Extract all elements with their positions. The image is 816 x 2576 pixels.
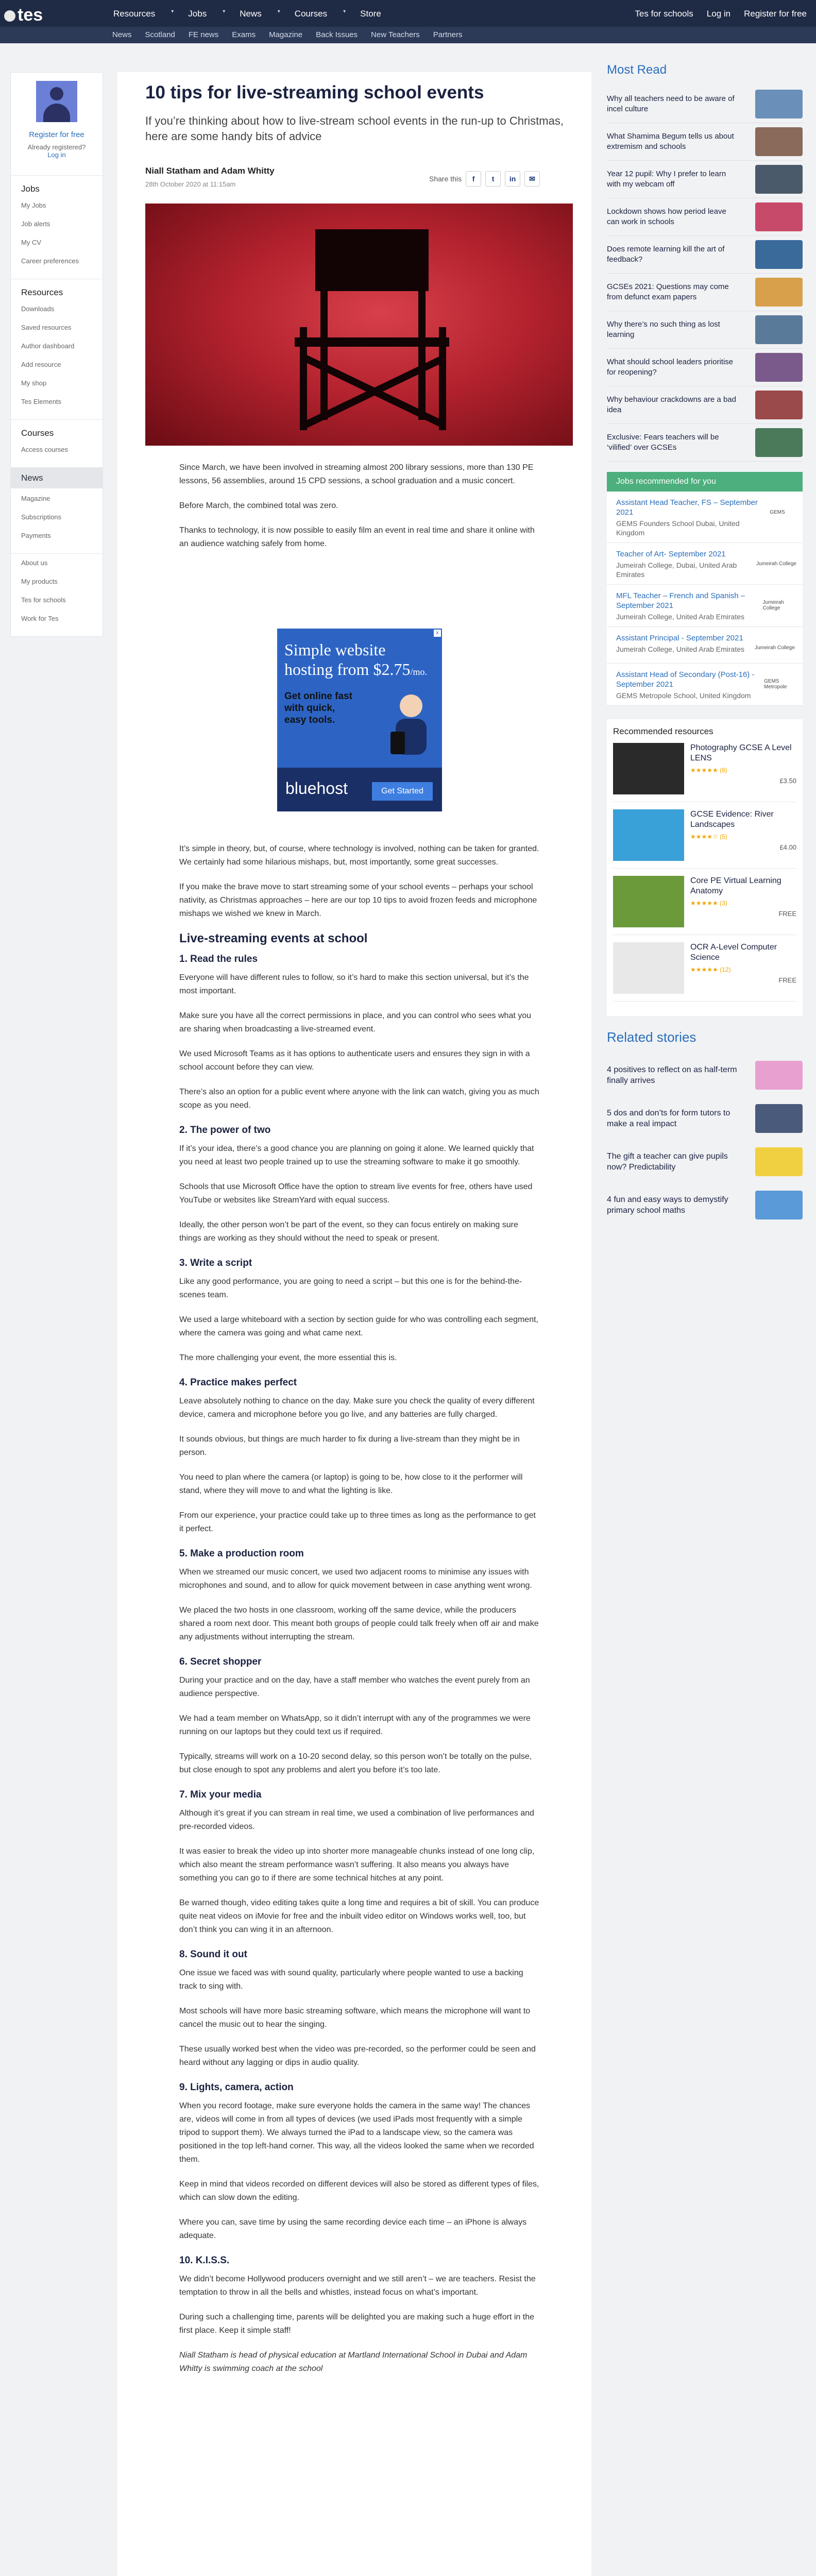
related-headline[interactable]: The gift a teacher can give pupils now? Predictability [607,1152,728,1172]
resource-rating: ★★★★☆ (5) [690,833,727,840]
related-headline[interactable]: 5 dos and don’ts for form tutors to make a real impact [607,1109,730,1128]
article-date: 28th October 2020 at 11:15am [145,180,236,188]
related-story[interactable] [607,1097,803,1140]
job-title[interactable]: Assistant Head Teacher, FS – September 2021 [616,498,758,517]
resource-price: FREE [778,976,796,984]
ad-title: Simple website hosting from $2.75/mo. [284,640,427,679]
share-label: Share this [429,175,462,183]
resource-thumbnail[interactable] [613,876,684,927]
paragraph: Most schools will have more basic streaming software, which means the microphone will want to cancel the music out to hear the singing. [179,2007,531,2029]
most-read-thumbnail[interactable] [755,353,803,382]
sidebar-heading[interactable]: Jobs [21,184,40,194]
top-navigation-bar [0,0,816,27]
logo-text: tes [18,5,43,25]
login-link[interactable]: Log in [47,151,66,159]
related-headline[interactable]: 4 positives to reflect on as half-term finally arrives [607,1065,737,1085]
sidebar-item[interactable]: My shop [21,379,47,387]
paragraph: We used Microsoft Teams as it has options to authenticate users and ensures they sign in with a school account before they can view. [179,1049,530,1072]
paragraph: During such a challenging time, parents will be delighted you are making such a huge effort in the first place. Keep it simple staff! [179,2313,535,2335]
resource-info [690,942,796,1001]
most-read-item[interactable] [607,274,803,311]
paragraph: Since March, we have been involved in streaming almost 200 library sessions, more than 130 PE lessons, 56 assemblies, around 15 CPD sessions, a school graduation and a music concert. [179,463,534,485]
avatar-head-icon [50,87,63,100]
sub-navigation-bar [0,27,816,43]
sidebar-heading[interactable]: Resources [21,287,63,297]
most-read-title: Most Read [607,63,667,77]
resource-price: FREE [778,910,796,918]
main-nav [113,9,381,19]
tip-heading: 6. Secret shopper [179,1656,262,1667]
resource-item[interactable] [613,942,796,1002]
related-stories-list [607,1054,803,1227]
paragraph: When you record footage, make sure everyone holds the camera in the same way! The chances are, videos will come in from all types of devices (we used iPads most frequently with a simple tripod to support them). We always turned the iPad to a landscape view, so the camera was positioned in the top left-hand corner. This way, all the videos looked the same when we recorded them. [179,2102,534,2164]
resource-rating: ★★★★★ (8) [690,767,727,774]
most-read-thumbnail[interactable] [755,278,803,307]
linkedin-share-icon[interactable]: in [505,171,520,187]
job-location: GEMS Metropole School, United Kingdom [616,691,751,700]
subnav-item-6[interactable]: New Teachers [371,30,420,39]
sidebar-item[interactable]: Work for Tes [21,615,59,622]
subnav-item-1[interactable]: Scotland [145,30,175,39]
article-title: 10 tips for live-streaming school events [145,82,484,103]
most-read-thumbnail[interactable] [755,240,803,269]
sidebar-section [11,279,103,419]
tip-heading: 4. Practice makes perfect [179,1377,297,1388]
sidebar-item[interactable]: Downloads [21,305,55,313]
job-title[interactable]: Teacher of Art- September 2021 [616,550,726,558]
paragraph: Schools that use Microsoft Office have the option to stream live events for free, others have used YouTube or websites like StreamYard with equal success. [179,1182,533,1205]
nav-item-courses[interactable]: Courses [294,9,328,19]
paragraph: It was easier to break the video up into shorter more manageable chunks instead of one long clip, which also meant the stream performance wasn’t suffering. It also means you always have something you can go to if there are some technical hitches at any point. [179,1847,535,1883]
most-read-headline[interactable]: Why behaviour crackdowns are a bad idea [607,395,736,414]
tip-heading: 3. Write a script [179,1258,252,1268]
job-item[interactable] [607,492,803,543]
job-item[interactable] [607,543,803,585]
article-intro [179,461,540,562]
paragraph: If it’s your idea, there’s a good chance you are planning on going it alone. We learned quickly that you need at least two people trained up to use the streaming software to make it go smoothly. [179,1144,534,1166]
sidebar-heading-active[interactable]: News [11,468,103,488]
employer-logo: GEMS Metropole [764,679,787,690]
sidebar-item[interactable]: Career preferences [21,257,79,265]
job-info [616,549,756,579]
ad-subtitle: Get online fast with quick, easy tools. [284,691,352,725]
job-item[interactable] [607,585,803,627]
paragraph: Before March, the combined total was zero. [179,501,338,510]
sidebar-heading[interactable]: Courses [21,428,54,438]
article-body [179,842,540,2387]
account-link-1[interactable]: Log in [706,9,731,19]
employer-logo: Jumeirah College [756,561,796,567]
register-link[interactable]: Register for free [29,130,84,139]
sidebar-item[interactable]: My CV [21,239,41,246]
paragraph: Make sure you have all the correct permissions in place, and you can control who sees what you are sharing when broadcasting a live-streamed event. [179,1011,532,1033]
tip-heading: 10. K.I.S.S. [179,2255,230,2266]
paragraph: Leave absolutely nothing to chance on the day. Make sure you check the quality of every different device, camera and microphone before you go live, and any batteries are fully charged. [179,1397,535,1419]
sidebar-section [11,176,103,279]
nav-item-store[interactable]: Store [360,9,381,19]
subnav-item-2[interactable]: FE news [188,30,219,39]
paragraph: Like any good performance, you are going to need a script – but this one is for the behind-the-scenes team. [179,1277,522,1299]
resource-rating: ★★★★★ (12) [690,966,731,973]
resource-rating: ★★★★★ (3) [690,900,727,907]
most-read-thumbnail[interactable] [755,165,803,194]
avatar-body-icon [43,104,70,122]
hero-image [145,204,573,446]
account-link-0[interactable]: Tes for schools [635,9,693,19]
paragraph: You need to plan where the camera (or laptop) is going to be, how close to it the performer will stand, where they will move to and what the lighting is like. [179,1473,523,1495]
subnav-item-7[interactable]: Partners [433,30,463,39]
sidebar-item[interactable]: Subscriptions [21,513,62,521]
most-read-headline[interactable]: Exclusive: Fears teachers will be ‘vilified’ over GCSEs [607,433,719,452]
most-read-item[interactable] [607,123,803,161]
related-thumbnail[interactable] [755,1061,803,1090]
most-read-headline[interactable]: Lockdown shows how period leave can work in schools [607,207,726,226]
resource-info [690,809,796,868]
most-read-item[interactable] [607,86,803,123]
related-story[interactable] [607,1140,803,1183]
author-bio: Niall Statham is head of physical education at Martland International School in Dubai and Adam Whitty is swimming coach at the school [179,2351,528,2373]
related-stories-title: Related stories [607,1029,696,1045]
most-read-thumbnail[interactable] [755,315,803,344]
most-read-headline[interactable]: What should school leaders prioritise for reopening? [607,358,734,377]
paragraph: One issue we faced was with sound quality, particularly where people wanted to use a backing track to sing with. [179,1969,523,1991]
directors-chair-icon [145,204,573,446]
most-read-headline[interactable]: GCSEs 2021: Questions may come from defunct exam papers [607,282,729,301]
job-location: Jumeirah College, United Arab Emirates [616,645,745,653]
resource-price: £3.50 [779,777,796,785]
most-read-headline[interactable]: Why there’s no such thing as lost learning [607,320,720,339]
sidebar-item[interactable]: Add resource [21,361,61,368]
most-read-item[interactable] [607,349,803,386]
sidebar-item[interactable]: My Jobs [21,201,46,209]
tip-heading: 1. Read the rules [179,954,258,964]
sidebar-section [11,495,103,553]
tip-heading: 8. Sound it out [179,1949,247,1960]
sidebar-item[interactable]: Saved resources [21,324,72,331]
facebook-share-icon[interactable]: f [466,171,481,187]
most-read-thumbnail[interactable] [755,202,803,231]
job-item[interactable] [607,627,803,664]
sidebar-sections [11,176,103,636]
paragraph: We had a team member on WhatsApp, so it didn’t interrupt with any of the programmes we were running on our laptops but they could text us if required. [179,1714,531,1736]
recommended-list [613,743,796,1002]
paragraph: These usually worked best when the video was pre-recorded, so the performer could be seen and heard without any lagging or dips in audio quality. [179,2045,536,2067]
most-read-headline[interactable]: Why all teachers need to be aware of incel culture [607,94,735,113]
nav-item-news[interactable]: News [240,9,262,19]
job-item[interactable] [607,664,803,706]
paragraph: Typically, streams will work on a 10-20 second delay, so this person won’t be totally on the pulse, but close enough to spot any problems and alert you before it’s too late. [179,1752,532,1774]
employer-logo: GEMS [770,509,785,515]
resource-info [690,876,796,935]
tip-heading: 5. Make a production room [179,1548,304,1559]
most-read-item[interactable] [607,311,803,349]
resource-info [690,743,796,802]
profile-box [11,73,103,176]
paragraph: It’s simple in theory, but, of course, where technology is involved, nothing can be taken for granted. We certainly had some hilarious mishaps, but, most importantly, some great successes. [179,844,539,867]
right-sidebar [607,63,803,1227]
tip-heading: 2. The power of two [179,1125,271,1136]
most-read-item[interactable] [607,198,803,236]
chevron-down-icon: ▾ [277,9,280,14]
resource-title[interactable]: Core PE Virtual Learning Anatomy [690,876,781,895]
ad-footer [277,768,442,811]
resource-thumbnail[interactable] [613,942,684,994]
employer-logo: Jumeirah College [755,645,795,651]
subnav-item-5[interactable]: Back Issues [316,30,358,39]
sidebar-section [11,554,103,636]
paragraph: There’s also an option for a public event where anyone with the link can watch, giving you as much scope as you need. [179,1088,539,1110]
paragraph: Where you can, save time by using the same recording device each time – an iPhone is always adequate. [179,2218,527,2240]
ad-illustration-icon [375,685,437,762]
jobs-widget [607,472,803,706]
ad-brand: bluehost [285,779,348,798]
paragraph: Although it’s great if you can stream in real time, we used a combination of live performances and pre-recorded videos. [179,1809,534,1831]
job-info [616,498,758,537]
tip-heading: 9. Lights, camera, action [179,2082,294,2093]
most-read-headline[interactable]: What Shamima Begum tells us about extremism and schools [607,132,734,151]
subnav-item-3[interactable]: Exams [232,30,256,39]
job-info [616,633,744,658]
paragraph: Ideally, the other person won’t be part of the event, so they can focus entirely on making sure things are working as they should without the need to speak or present. [179,1221,518,1243]
paragraph: It sounds obvious, but things are much harder to fix during a live-stream than they might be in person. [179,1435,520,1457]
account-link-2[interactable]: Register for free [744,9,807,19]
paragraph: Everyone will have different rules to follow, so it’s hard to make this section universal, but it’s the most important. [179,973,529,995]
news-subnav [112,30,463,39]
most-read-thumbnail[interactable] [755,127,803,156]
share-bar [429,171,540,187]
resource-item[interactable] [613,876,796,935]
subnav-item-0[interactable]: News [112,30,132,39]
related-story[interactable] [607,1054,803,1097]
resource-title[interactable]: Photography GCSE A Level LENS [690,743,792,762]
most-read-list [607,86,803,462]
related-thumbnail[interactable] [755,1147,803,1176]
nav-item-resources[interactable]: Resources [113,9,156,19]
paragraph: When we streamed our music concert, we used two adjacent rooms to minimise any issues with microphones and sound, and to allow for quick movement between in case anything went wrong. [179,1568,532,1590]
sidebar-item[interactable]: Access courses [21,446,69,453]
sidebar-item[interactable]: Job alerts [21,220,50,228]
article [117,72,591,2576]
most-read-item[interactable] [607,424,803,462]
recommended-resources [607,719,803,1016]
chevron-down-icon: ▾ [223,9,226,14]
paragraph: Thanks to technology, it is now possible to easily film an event in real time and share it online with an audience watching safely from home. [179,526,535,548]
paragraph: If you make the brave move to start streaming some of your school events – perhaps your school nativity, as Christmas approaches – here are our top 10 tips to avoid frozen feeds and microphone mishaps we wished we knew in March. [179,883,537,918]
sidebar-item[interactable]: My products [21,578,58,585]
paragraph: Keep in mind that videos recorded on different devices will also be stored as different types of files, which can slow down the editing. [179,2180,539,2202]
resource-thumbnail[interactable] [613,809,684,861]
job-location: GEMS Founders School Dubai, United Kingdom [616,519,740,537]
ad-get-started-button[interactable]: Get Started [372,782,433,801]
job-location: Jumeirah College, United Arab Emirates [616,613,745,621]
most-read-headline[interactable]: Year 12 pupil: Why I prefer to learn with my webcam off [607,170,726,189]
jobs-list [607,492,803,706]
related-thumbnail[interactable] [755,1104,803,1133]
sidebar-item[interactable]: Tes for schools [21,596,66,604]
most-read-thumbnail[interactable] [755,428,803,457]
resource-title[interactable]: OCR A-Level Computer Science [690,943,777,962]
article-standfirst: If you’re thinking about how to live-stream school events in the run-up to Christmas, here are some handy bits of advice [145,114,564,143]
sidebar-section [11,420,103,467]
avatar [36,81,77,122]
most-read-thumbnail[interactable] [755,90,803,118]
advertisement[interactable] [277,629,442,811]
job-title[interactable]: Assistant Head of Secondary (Post-16) - September 2021 [616,670,755,689]
sidebar-item[interactable]: Tes Elements [21,398,62,405]
resource-title[interactable]: GCSE Evidence: River Landscapes [690,810,774,829]
paragraph: The more challenging your event, the more essential this is. [179,1353,397,1362]
employer-logo: Jumeirah College [762,600,784,611]
paragraph: We used a large whiteboard with a section by section guide for who was controlling each segment, where the camera was going and what came next. [179,1315,538,1337]
nav-item-jobs[interactable]: Jobs [188,9,207,19]
related-headline[interactable]: 4 fun and easy ways to demystify primary school maths [607,1195,728,1215]
chevron-down-icon: ▾ [343,9,346,14]
most-read-thumbnail[interactable] [755,391,803,419]
recommended-title: Recommended resources [613,726,713,736]
most-read-item[interactable] [607,236,803,274]
paragraph: During your practice and on the day, have a staff member who watches the event purely from an audience perspective. [179,1676,530,1698]
job-location: Jumeirah College, Dubai, United Arab Emirates [616,561,737,579]
resource-thumbnail[interactable] [613,743,684,794]
sidebar-item[interactable]: Author dashboard [21,342,75,350]
tes-logo[interactable] [4,5,43,25]
subnav-item-4[interactable]: Magazine [269,30,303,39]
paragraph: We placed the two hosts in one classroom, working off the same device, while the producers shared a room next door. This meant both groups of people could talk freely when off air and make any adjustments without interrupting the stream. [179,1606,539,1641]
article-authors[interactable]: Niall Statham and Adam Whitty [145,166,275,176]
sidebar-item[interactable]: Payments [21,532,51,539]
related-thumbnail[interactable] [755,1191,803,1219]
already-registered-text: Already registered? [27,143,86,151]
ad-close-icon[interactable]: x [434,630,441,637]
jobs-widget-title: Jobs recommended for you [607,472,803,492]
logo-circle-icon [4,10,15,22]
tip-heading: 7. Mix your media [179,1789,262,1800]
resource-item[interactable] [613,743,796,802]
left-sidebar [10,72,103,637]
sidebar-item[interactable]: About us [21,559,48,567]
sidebar-item[interactable]: Magazine [21,495,50,502]
email-share-icon[interactable]: ✉ [524,171,540,187]
job-title[interactable]: MFL Teacher – French and Spanish – September 2021 [616,591,745,610]
most-read-item[interactable] [607,161,803,198]
twitter-share-icon[interactable]: t [485,171,501,187]
article-header [145,82,568,144]
job-info [616,591,763,621]
resource-item[interactable] [613,809,796,869]
account-nav [635,9,807,19]
most-read-item[interactable] [607,386,803,424]
paragraph: Be warned though, video editing takes quite a long time and requires a bit of skill. You can produce quite neat videos on iMovie for free and the inbuilt video editor on Windows works well, too, but don’t think you can wing it in an afternoon. [179,1899,539,1934]
job-info [616,670,764,700]
resource-price: £4.00 [779,843,796,851]
paragraph: From our experience, your practice could take up to three times as long as the performance to get it perfect. [179,1511,536,1533]
chevron-down-icon: ▾ [171,9,174,14]
paragraph: We didn’t become Hollywood producers overnight and we still aren’t – we are teachers. Resist the temptation to throw in all the bells and whistles, instead focus on what’s important. [179,2275,536,2297]
related-story[interactable] [607,1183,803,1227]
section-heading: Live-streaming events at school [179,931,368,945]
most-read-headline[interactable]: Does remote learning kill the art of feedback? [607,245,725,264]
job-title[interactable]: Assistant Principal - September 2021 [616,634,743,642]
